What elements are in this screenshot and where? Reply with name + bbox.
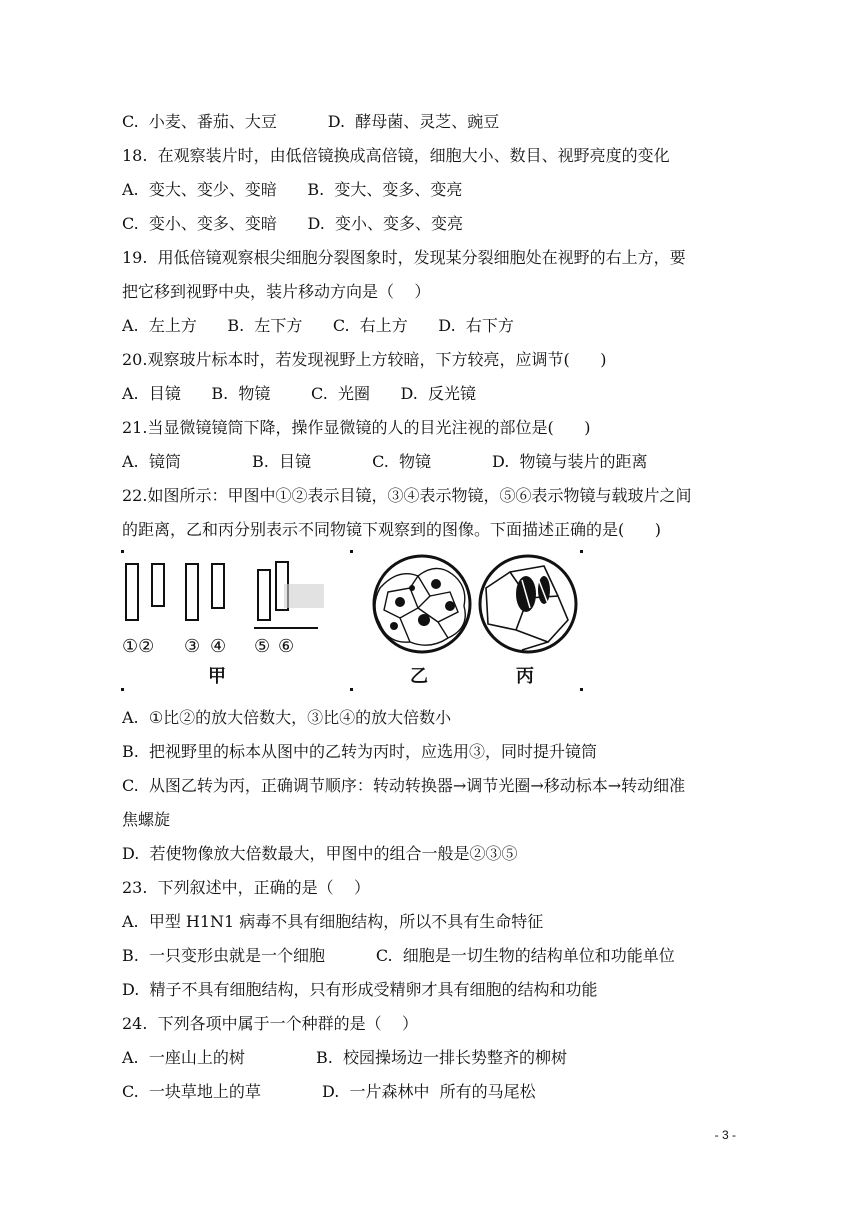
text-line: A. 镜筒 B. 目镜 C. 物镜 D. 物镜与装片的距离: [122, 452, 648, 471]
distance-5-shape: [258, 570, 270, 620]
text-line: C. 一块草地上的草 D. 一片森林中 所有的马尾松: [122, 1082, 536, 1101]
caption-jia: 甲: [208, 666, 226, 687]
text-line: B. 一只变形虫就是一个细胞 C. 细胞是一切生物的结构单位和功能单位: [122, 946, 675, 965]
text-line: A. ①比②的放大倍数大，③比④的放大倍数小: [122, 708, 452, 727]
text-line: 20.观察玻片标本时，若发现视野上方较暗，下方较亮，应调节( ): [122, 350, 607, 369]
eyepiece-1-shape: [126, 564, 138, 620]
text-line: D. 若使物像放大倍数最大，甲图中的组合一般是②③⑤: [122, 844, 518, 863]
text-line: 22.如图所示：甲图中①②表示目镜，③④表示物镜，⑤⑥表示物镜与载玻片之间: [122, 486, 692, 505]
text-line: D. 精子不具有细胞结构，只有形成受精卵才具有细胞的结构和功能: [122, 980, 598, 999]
text-line: C. 小麦、番茄、大豆 D. 酵母菌、灵芝、豌豆: [122, 112, 500, 131]
text-line: A. 目镜 B. 物镜 C. 光圈 D. 反光镜: [122, 384, 476, 403]
text-line: 的距离，乙和丙分别表示不同物镜下观察到的图像。下面描述正确的是( ): [122, 520, 662, 539]
objective-4-shape: [212, 564, 224, 608]
view-yi: [374, 556, 470, 652]
page-number: - 3 -: [714, 1128, 736, 1142]
objective-3-shape: [186, 564, 198, 620]
text-line: 23. 下列叙述中，正确的是（ ）: [122, 878, 370, 897]
label-3: ③: [184, 636, 201, 657]
text-line: 18. 在观察装片时，由低倍镜换成高倍镜，细胞大小、数目、视野亮度的变化: [122, 146, 670, 165]
text-line: C. 从图乙转为丙，正确调节顺序：转动转换器→调节光圈→移动标本→转动细准: [122, 776, 686, 795]
label-5: ⑤: [254, 636, 271, 657]
microscope-figure: [118, 548, 588, 696]
text-line: A. 变大、变少、变暗 B. 变大、变多、变亮: [122, 180, 463, 199]
eyepiece-2-shape: [152, 564, 164, 606]
text-line: A. 左上方 B. 左下方 C. 右上方 D. 右下方: [122, 316, 514, 335]
text-line: A. 一座山上的树 B. 校园操场边一排长势整齐的柳树: [122, 1048, 568, 1067]
view-bing: [480, 556, 576, 652]
text-line: 把它移到视野中央，装片移动方向是（ ）: [122, 282, 431, 301]
label-6: ⑥: [278, 636, 295, 657]
label-4: ④: [210, 636, 227, 657]
text-line: B. 把视野里的标本从图中的乙转为丙时，应选用③，同时提升镜筒: [122, 742, 598, 761]
text-line: C. 变小、变多、变暗 D. 变小、变多、变亮: [122, 214, 463, 233]
text-line: 21.当显微镜镜筒下降，操作显微镜的人的目光注视的部位是( ): [122, 418, 591, 437]
text-line: 19. 用低倍镜观察根尖细胞分裂图象时，发现某分裂细胞处在视野的右上方，要: [122, 248, 686, 267]
caption-yi: 乙: [410, 666, 428, 687]
text-line: 焦螺旋: [122, 810, 171, 829]
caption-bing: 丙: [516, 666, 534, 687]
label-1-2: ①②: [122, 636, 155, 657]
text-line: 24. 下列各项中属于一个种群的是（ ）: [122, 1014, 418, 1033]
text-line: A. 甲型 H1N1 病毒不具有细胞结构，所以不具有生命特征: [122, 912, 544, 931]
